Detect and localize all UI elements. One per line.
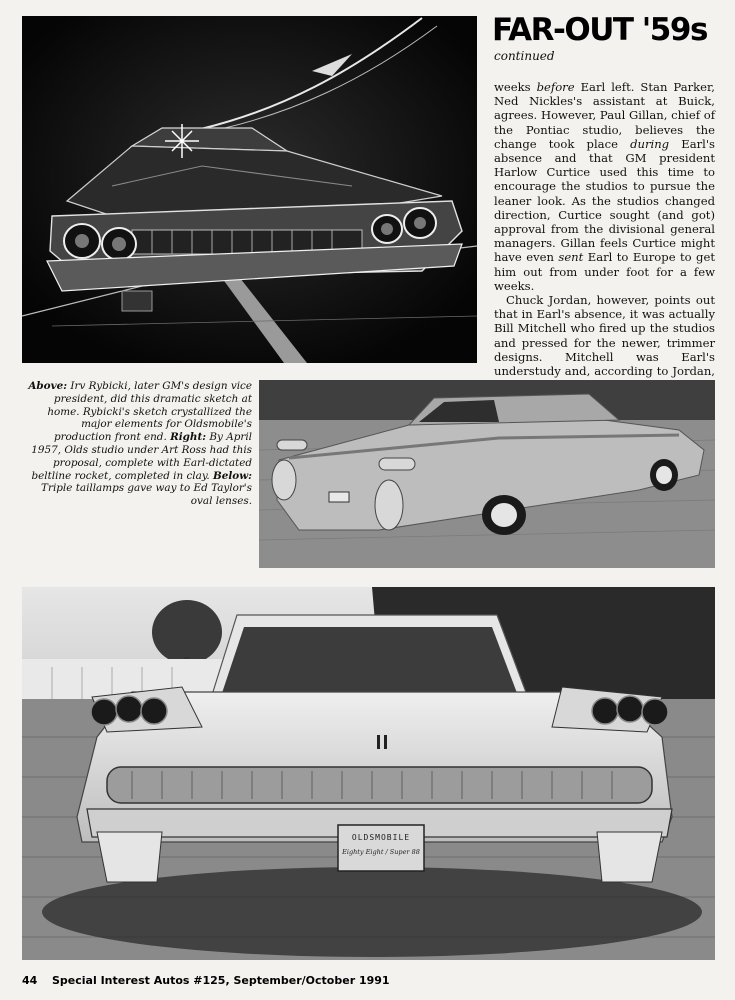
article-body bbox=[494, 80, 715, 421]
text-run: Earl left. Stan Parker, Ned Nickles's assistant at Buick, agrees. However, Paul Gillan, chief of the Pontiac studio, believes the change took place bbox=[494, 80, 715, 151]
text-run: weeks bbox=[494, 80, 537, 94]
license-plate bbox=[342, 827, 420, 869]
caption-text: By April 1957, Olds studio under Art Ross had this proposal, complete with Earl-dictated beltline rocket, completed in clay. bbox=[31, 431, 252, 482]
plate-line-2: Eighty Eight / Super 88 bbox=[342, 848, 420, 856]
page-number: 44 bbox=[22, 974, 38, 987]
subhead: continued bbox=[494, 49, 555, 63]
rear-taillamps-photo bbox=[22, 587, 715, 960]
emphasis-run: during bbox=[630, 136, 670, 151]
clay-model-photo bbox=[259, 380, 715, 568]
publication-info: Special Interest Autos #125, September/October 1991 bbox=[52, 974, 390, 987]
text-run: Earl to Europe to get him out from under foot for a few weeks. bbox=[494, 250, 715, 293]
caption-label-right: Right: bbox=[170, 431, 207, 444]
rybicki-sketch-photo bbox=[22, 16, 477, 363]
text-run: Chuck Jordan, however, points out that in Earl's absence, it was actually Bill Mitchell who fired up the studios and pressed for the newer, trimmer designs. Mitchell was Earl's understudy and, according to Jordan, bbox=[494, 293, 715, 379]
paragraph-1 bbox=[494, 80, 715, 293]
caption-label-below: Below: bbox=[212, 469, 252, 482]
text-run: Earl's absence and that GM president Harlow Curtice used this time to encourage the studios to pursue the leaner look. As the studios changed direction, Curtice sought (and got) approval from the divisional general managers. Gillan feels Curtice might have even bbox=[494, 136, 716, 265]
plate-line-1: OLDSMOBILE bbox=[351, 833, 411, 842]
emphasis-run: sent bbox=[558, 250, 584, 265]
caption-text: Triple taillamps gave way to Ed Taylor's oval lenses. bbox=[41, 482, 252, 508]
emphasis-run: before bbox=[536, 80, 575, 94]
caption-label-above: Above: bbox=[28, 380, 68, 392]
headline: FAR-OUT '59s bbox=[492, 12, 707, 48]
photo-caption bbox=[22, 380, 252, 508]
page-footer bbox=[22, 974, 390, 987]
caption-text: Irv Rybicki, later GM's design vice president, did this dramatic sketch at home. Rybicki's sketch crystallized the major elements for Oldsmobile's production front end. bbox=[47, 380, 252, 444]
